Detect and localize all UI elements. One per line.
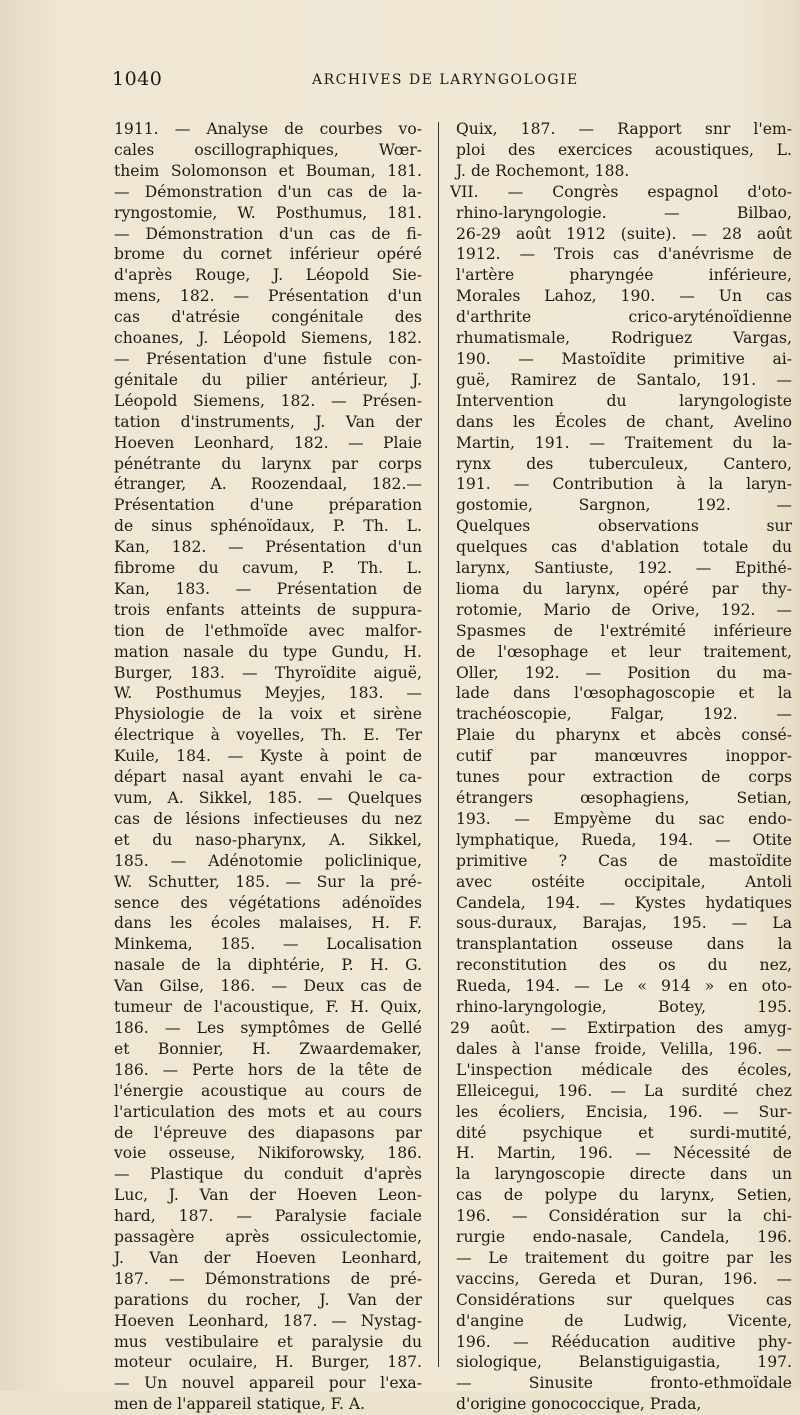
text-line: passagère après ossiculectomie, xyxy=(114,1228,422,1247)
text-line: cutif par manœuvres inoppor- xyxy=(456,747,792,766)
text-line: Morales Lahoz, 190. — Un cas xyxy=(456,287,792,306)
text-line: Plaie du pharynx et abcès consé- xyxy=(456,726,792,745)
text-line: la laryngoscopie directe dans un xyxy=(456,1165,792,1184)
text-line: étranger, A. Roozendaal, 182.— xyxy=(114,475,422,494)
text-line: — Sinusite fronto-ethmoïdale xyxy=(456,1374,792,1393)
text-line: les écoliers, Encisia, 196. — Sur- xyxy=(456,1102,792,1121)
text-line: guë, Ramirez de Santalo, 191. — xyxy=(456,370,792,389)
text-line: de sinus sphénoïdaux, P. Th. L. xyxy=(114,517,422,536)
text-line: 190. — Mastoïdite primitive ai- xyxy=(456,349,792,368)
page-header xyxy=(112,68,792,92)
text-line: siologique, Belanstiguigastia, 197. xyxy=(456,1353,792,1372)
text-line: parations du rocher, J. Van der xyxy=(114,1290,422,1309)
text-line: 196. — Considération sur la chi- xyxy=(456,1207,792,1226)
text-line: fibrome du cavum, P. Th. L. xyxy=(114,559,422,578)
text-line: trachéoscopie, Falgar, 192. — xyxy=(456,705,792,724)
text-line: — Le traitement du goitre par les xyxy=(456,1248,792,1267)
text-line: l'articulation des mots et au cours xyxy=(114,1102,422,1121)
text-line: lymphatique, Rueda, 194. — Otite xyxy=(456,830,792,849)
text-line: 1912. — Trois cas d'anévrisme de xyxy=(456,245,792,264)
text-line: mation nasale du type Gundu, H. xyxy=(114,642,422,661)
text-line: dales à l'anse froide, Velilla, 196. — xyxy=(456,1039,792,1058)
text-line: Physiologie de la voix et sirène xyxy=(114,705,422,724)
text-line: Rueda, 194. — Le « 914 » en oto- xyxy=(456,977,792,996)
text-line: — Présentation d'une fistule con- xyxy=(114,349,422,368)
text-line: pénétrante du larynx par corps xyxy=(114,454,422,473)
text-line: tunes pour extraction de corps xyxy=(456,768,792,787)
text-line: Intervention du laryngologiste xyxy=(456,391,792,410)
text-line: Minkema, 185. — Localisation xyxy=(114,935,422,954)
text-line: W. Schutter, 185. — Sur la pré- xyxy=(114,872,422,891)
text-line: rurgie endo-nasale, Candela, 196. xyxy=(456,1228,792,1247)
text-line: sous-duraux, Barajas, 195. — La xyxy=(456,914,792,933)
text-line: de l'œsophage et leur traitement, xyxy=(456,642,792,661)
text-line: rotomie, Mario de Orive, 192. — xyxy=(456,600,792,619)
text-line: moteur oculaire, H. Burger, 187. xyxy=(114,1353,422,1372)
text-line: cas de polype du larynx, Setien, xyxy=(456,1186,792,1205)
text-line: avec ostéite occipitale, Antoli xyxy=(456,872,792,891)
text-line: lade dans l'œsophagoscopie et la xyxy=(456,684,792,703)
text-line: l'énergie acoustique au cours de xyxy=(114,1081,422,1100)
text-line: Kan, 182. — Présentation d'un xyxy=(114,538,422,557)
text-line: d'arthrite crico-aryténoïdienne xyxy=(456,308,792,327)
text-line: trois enfants atteints de suppura- xyxy=(114,600,422,619)
text-line: L'inspection médicale des écoles, xyxy=(456,1060,792,1079)
text-line: gostomie, Sargnon, 192. — xyxy=(456,496,792,515)
text-line: Oller, 192. — Position du ma- xyxy=(456,663,792,682)
text-line: 191. — Contribution à la laryn- xyxy=(456,475,792,494)
page-number: 1040 xyxy=(112,68,163,90)
text-line: hard, 187. — Paralysie faciale xyxy=(114,1207,422,1226)
text-line: Léopold Siemens, 182. — Présen- xyxy=(114,391,422,410)
column-divider xyxy=(438,122,439,1367)
text-line: Van Gilse, 186. — Deux cas de xyxy=(114,977,422,996)
text-line: theim Solomonson et Bouman, 181. xyxy=(114,161,422,180)
text-line: cas d'atrésie congénitale des xyxy=(114,308,422,327)
text-line: 26-29 août 1912 (suite). — 28 août xyxy=(456,224,792,243)
text-line: Considérations sur quelques cas xyxy=(456,1290,792,1309)
text-line: 193. — Empyème du sac endo- xyxy=(456,809,792,828)
text-line: — Démonstration d'un cas de fi- xyxy=(114,224,422,243)
text-line: cales oscillographiques, Wœr- xyxy=(114,140,422,159)
text-line: tumeur de l'acoustique, F. H. Quix, xyxy=(114,998,422,1017)
text-line: étrangers œsophagiens, Setian, xyxy=(456,789,792,807)
text-line: et du naso-pharynx, A. Sikkel, xyxy=(114,830,422,849)
text-line: nasale de la diphtérie, P. H. G. xyxy=(114,956,422,975)
text-line: rynx des tuberculeux, Cantero, xyxy=(456,454,792,473)
text-line: — Démonstration d'un cas de la- xyxy=(114,182,422,201)
text-line: Spasmes de l'extrémité inférieure xyxy=(456,621,792,640)
text-line: Hoeven Leonhard, 187. — Nystag- xyxy=(114,1311,422,1330)
text-line: et Bonnier, H. Zwaardemaker, xyxy=(114,1039,422,1058)
text-line: Burger, 183. — Thyroïdite aiguë, xyxy=(114,663,422,682)
text-line: tion de l'ethmoïde avec malfor- xyxy=(114,621,422,640)
text-line: rhumatismale, Rodriguez Vargas, xyxy=(456,329,792,348)
text-line: 196. — Rééducation auditive phy- xyxy=(456,1332,792,1351)
text-line: l'artère pharyngée inférieure, xyxy=(456,266,792,285)
text-line: Martin, 191. — Traitement du la- xyxy=(456,433,792,452)
text-line: 185. — Adénotomie policlinique, xyxy=(114,851,422,870)
text-line: Kuile, 184. — Kyste à point de xyxy=(114,747,422,766)
text-line: dans les Écoles de chant, Avelino xyxy=(456,412,792,431)
text-line: quelques cas d'ablation totale du xyxy=(456,538,792,557)
text-line: ploi des exercices acoustiques, L. xyxy=(456,140,792,159)
text-line: J. de Rochemont, 188. xyxy=(456,161,630,180)
text-line: rhino-laryngologie. — Bilbao, xyxy=(456,203,792,222)
text-line: Hoeven Leonhard, 182. — Plaie xyxy=(114,433,422,452)
text-line: 29 août. — Extirpation des amyg- xyxy=(450,1018,792,1037)
text-line: 187. — Démonstrations de pré- xyxy=(114,1269,422,1288)
text-line: Elleicegui, 196. — La surdité chez xyxy=(456,1081,792,1100)
text-line: choanes, J. Léopold Siemens, 182. xyxy=(114,329,422,348)
text-line: Kan, 183. — Présentation de xyxy=(114,579,422,598)
text-line: vum, A. Sikkel, 185. — Quelques xyxy=(114,789,422,807)
text-line: tation d'instruments, J. Van der xyxy=(114,412,422,431)
text-line: J. Van der Hoeven Leonhard, xyxy=(114,1248,422,1267)
text-line: Présentation d'une préparation xyxy=(114,496,422,515)
text-line: Quelques observations sur xyxy=(456,517,792,536)
right-column xyxy=(450,119,792,1415)
text-line: — Un nouvel appareil pour l'exa- xyxy=(114,1374,422,1393)
text-line: lioma du larynx, opéré par thy- xyxy=(456,579,792,598)
text-line: reconstitution des os du nez, xyxy=(456,956,792,975)
text-line: génitale du pilier antérieur, J. xyxy=(114,370,422,389)
text-line: Quix, 187. — Rapport snr l'em- xyxy=(456,120,792,138)
text-line: 186. — Les symptômes de Gellé xyxy=(114,1018,422,1037)
running-title: ARCHIVES DE LARYNGOLOGIE xyxy=(312,72,579,88)
text-line: W. Posthumus Meyjes, 183. — xyxy=(114,684,422,703)
text-line: d'origine gonococcique, Prada, xyxy=(456,1395,702,1414)
text-line: 186. — Perte hors de la tête de xyxy=(114,1060,422,1079)
text-line: dité psychique et surdi-mutité, xyxy=(456,1123,792,1142)
text-line: ryngostomie, W. Posthumus, 181. xyxy=(114,203,422,222)
text-line: H. Martin, 196. — Nécessité de xyxy=(456,1144,792,1163)
text-line: VII. — Congrès espagnol d'oto- xyxy=(450,182,792,201)
text-line: brome du cornet inférieur opéré xyxy=(114,245,422,264)
text-line: de l'épreuve des diapasons par xyxy=(114,1123,422,1142)
text-line: électrique à voyelles, Th. E. Ter xyxy=(114,726,422,745)
text-line: larynx, Santiuste, 192. — Epithé- xyxy=(456,559,792,578)
text-line: men de l'appareil statique, F. A. xyxy=(114,1395,366,1414)
text-line: — Plastique du conduit d'après xyxy=(114,1165,422,1184)
text-line: 1911. — Analyse de courbes vo- xyxy=(114,120,422,138)
text-line: d'après Rouge, J. Léopold Sie- xyxy=(114,266,422,285)
text-line: Candela, 194. — Kystes hydatiques xyxy=(456,893,792,912)
text-line: transplantation osseuse dans la xyxy=(456,935,792,954)
text-line: dans les écoles malaises, H. F. xyxy=(114,914,422,933)
text-line: vaccins, Gereda et Duran, 196. — xyxy=(456,1269,792,1288)
text-line: sence des végétations adénoïdes xyxy=(114,893,422,912)
text-line: rhino-laryngologie, Botey, 195. xyxy=(456,998,792,1017)
text-line: départ nasal ayant envahi le ca- xyxy=(114,768,422,787)
text-line: d'angine de Ludwig, Vicente, xyxy=(456,1311,792,1330)
text-line: mens, 182. — Présentation d'un xyxy=(114,287,422,306)
text-line: Luc, J. Van der Hoeven Leon- xyxy=(114,1186,422,1205)
text-line: primitive ? Cas de mastoïdite xyxy=(456,851,792,870)
text-line: mus vestibulaire et paralysie du xyxy=(114,1332,422,1351)
left-column xyxy=(114,119,422,1415)
text-line: cas de lésions infectieuses du nez xyxy=(114,809,422,828)
text-line: voie osseuse, Nikiforowsky, 186. xyxy=(114,1144,422,1163)
